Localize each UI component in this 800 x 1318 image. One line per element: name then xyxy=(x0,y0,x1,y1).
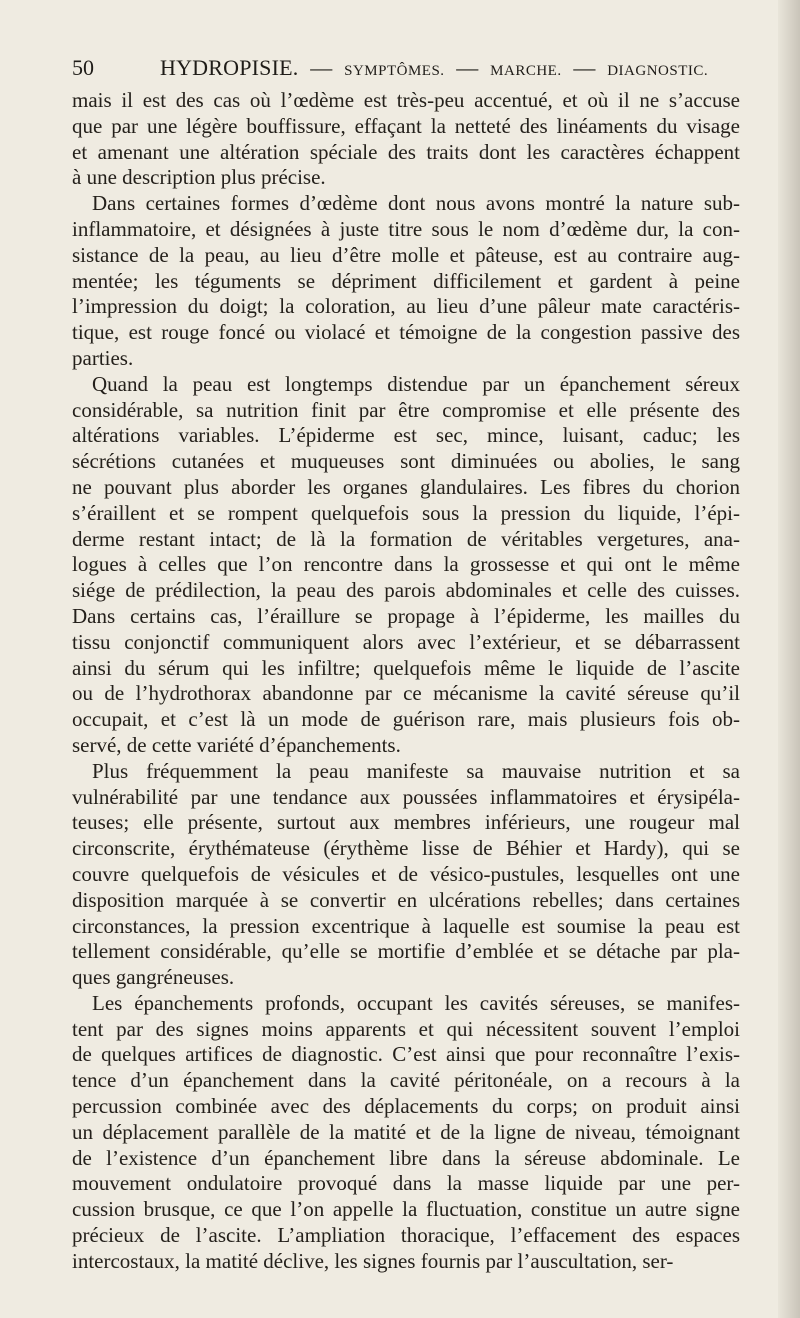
text-line: à une description plus précise. xyxy=(72,165,326,190)
text-line: mouvement ondulatoire provoqué dans la masse liquide par une per- xyxy=(72,1171,740,1196)
running-head xyxy=(160,55,708,84)
paragraph xyxy=(72,191,740,372)
text-line: cussion brusque, ce que l’on appelle la fluctuation, constitue un autre signe xyxy=(72,1197,740,1222)
text-line: tence d’un épanchement dans la cavité péritonéale, on a recours à la xyxy=(72,1068,740,1093)
text-line: Les épanchements profonds, occupant les cavités séreuses, se manifes- xyxy=(92,990,740,1015)
page-number: 50 xyxy=(72,55,94,80)
text-line: mentée; les téguments se dépriment difficilement et gardent à peine xyxy=(72,268,740,293)
paragraph xyxy=(72,759,740,991)
text-line: siége de prédilection, la peau des parois abdominales et celle des cuisses. xyxy=(72,578,740,603)
text-line: ques gangréneuses. xyxy=(72,965,235,990)
header-dash: — xyxy=(573,55,596,80)
text-line: un déplacement parallèle de la matité et de la ligne de niveau, témoignant xyxy=(72,1119,740,1144)
text-line: ainsi du sérum qui les infiltre; quelquefois même le liquide de l’ascite xyxy=(72,655,740,680)
text-line: Dans certains cas, l’éraillure se propage à l’épiderme, les mailles du xyxy=(72,603,740,628)
text-line: mais il est des cas où l’œdème est très-peu accentué, et où il ne s’accuse xyxy=(72,88,740,112)
text-line: tellement considérable, qu’elle se mortifie d’emblée et se détache par pla- xyxy=(72,939,740,964)
text-line: circonstances, la pression excentrique à laquelle est soumise la peau est xyxy=(72,913,740,938)
text-line: et amenant une altération spéciale des traits dont les caractères échappent xyxy=(72,139,740,164)
text-line: occupait, et c’est là un mode de guérison rare, mais plusieurs fois ob- xyxy=(72,707,740,732)
text-line: tique, est rouge foncé ou violacé et témoigne de la congestion passive des xyxy=(72,320,740,345)
text-line: sistance de la peau, au lieu d’être molle et pâteuse, est au contraire aug- xyxy=(72,242,740,267)
header-section: DIAGNOSTIC. xyxy=(607,63,709,79)
text-line: s’éraillent et se rompent quelquefois sous la pression du liquide, l’épi- xyxy=(72,500,740,525)
running-head-title: HYDROPISIE. xyxy=(160,55,299,80)
text-line: Plus fréquemment la peau manifeste sa mauvaise nutrition et sa xyxy=(92,758,740,783)
text-line: altérations variables. L’épiderme est sec, mince, luisant, caduc; les xyxy=(72,423,740,448)
paragraph xyxy=(72,88,740,191)
header-dash: — xyxy=(456,55,479,80)
text-line: servé, de cette variété d’épanchements. xyxy=(72,732,401,757)
paragraph xyxy=(72,372,740,759)
text-line: de quelques artifices de diagnostic. C’est ainsi que pour reconnaître l’exis- xyxy=(72,1042,740,1067)
text-line: de l’existence d’un épanchement libre dans la séreuse abdominale. Le xyxy=(72,1145,740,1170)
text-line: ne pouvant plus aborder les organes glandulaires. Les fibres du chorion xyxy=(72,474,740,499)
text-line: circonscrite, érythémateuse (érythème lisse de Béhier et Hardy), qui se xyxy=(72,836,740,861)
text-line: vulnérabilité par une tendance aux poussées inflammatoires et érysipéla- xyxy=(72,784,740,809)
page-edge-shadow xyxy=(778,0,800,1318)
text-line: que par une légère bouffissure, effaçant la netteté des linéaments du visage xyxy=(72,113,740,138)
text-line: teuses; elle présente, surtout aux membres inférieurs, une rougeur mal xyxy=(72,810,740,835)
text-line: tent par des signes moins apparents et qui nécessitent souvent l’emploi xyxy=(72,1016,740,1041)
text-line: derme restant intact; de là la formation de véritables vergetures, ana- xyxy=(72,526,740,551)
body-text xyxy=(72,88,740,1275)
text-line: logues à celles que l’on rencontre dans la grossesse et qui ont le même xyxy=(72,552,740,577)
text-line: inflammatoire, et désignées à juste titre sous le nom d’œdème dur, la con- xyxy=(72,216,740,241)
header-section: SYMPTÔMES. xyxy=(344,63,445,79)
running-header xyxy=(72,55,740,81)
text-line: considérable, sa nutrition finit par être compromise et elle présente des xyxy=(72,397,740,422)
paragraph xyxy=(72,991,740,1275)
text-line: Dans certaines formes d’œdème dont nous avons montré la nature sub- xyxy=(92,191,740,216)
text-line: précieux de l’ascite. L’ampliation thoracique, l’effacement des espaces xyxy=(72,1223,740,1248)
header-dash: — xyxy=(310,55,333,80)
text-line: sécrétions cutanées et muqueuses sont diminuées ou abolies, le sang xyxy=(72,449,740,474)
text-line: Quand la peau est longtemps distendue par un épanchement séreux xyxy=(92,371,740,396)
text-line: intercostaux, la matité déclive, les signes fournis par l’auscultation, ser- xyxy=(72,1248,674,1273)
text-line: ou de l’hydrothorax abandonne par ce mécanisme la cavité séreuse qu’il xyxy=(72,681,740,706)
text-line: tissu conjonctif communiquent alors avec l’extérieur, et se débarrassent xyxy=(72,629,740,654)
text-line: disposition marquée à se convertir en ulcérations rebelles; dans certaines xyxy=(72,887,740,912)
text-line: l’impression du doigt; la coloration, au lieu d’une pâleur mate caractéris- xyxy=(72,294,740,319)
text-line: couvre quelquefois de vésicules et de vésico-pustules, lesquelles ont une xyxy=(72,861,740,886)
header-section: MARCHE. xyxy=(490,63,562,79)
text-line: parties. xyxy=(72,345,134,370)
text-line: percussion combinée avec des déplacements du corps; on produit ainsi xyxy=(72,1094,740,1119)
